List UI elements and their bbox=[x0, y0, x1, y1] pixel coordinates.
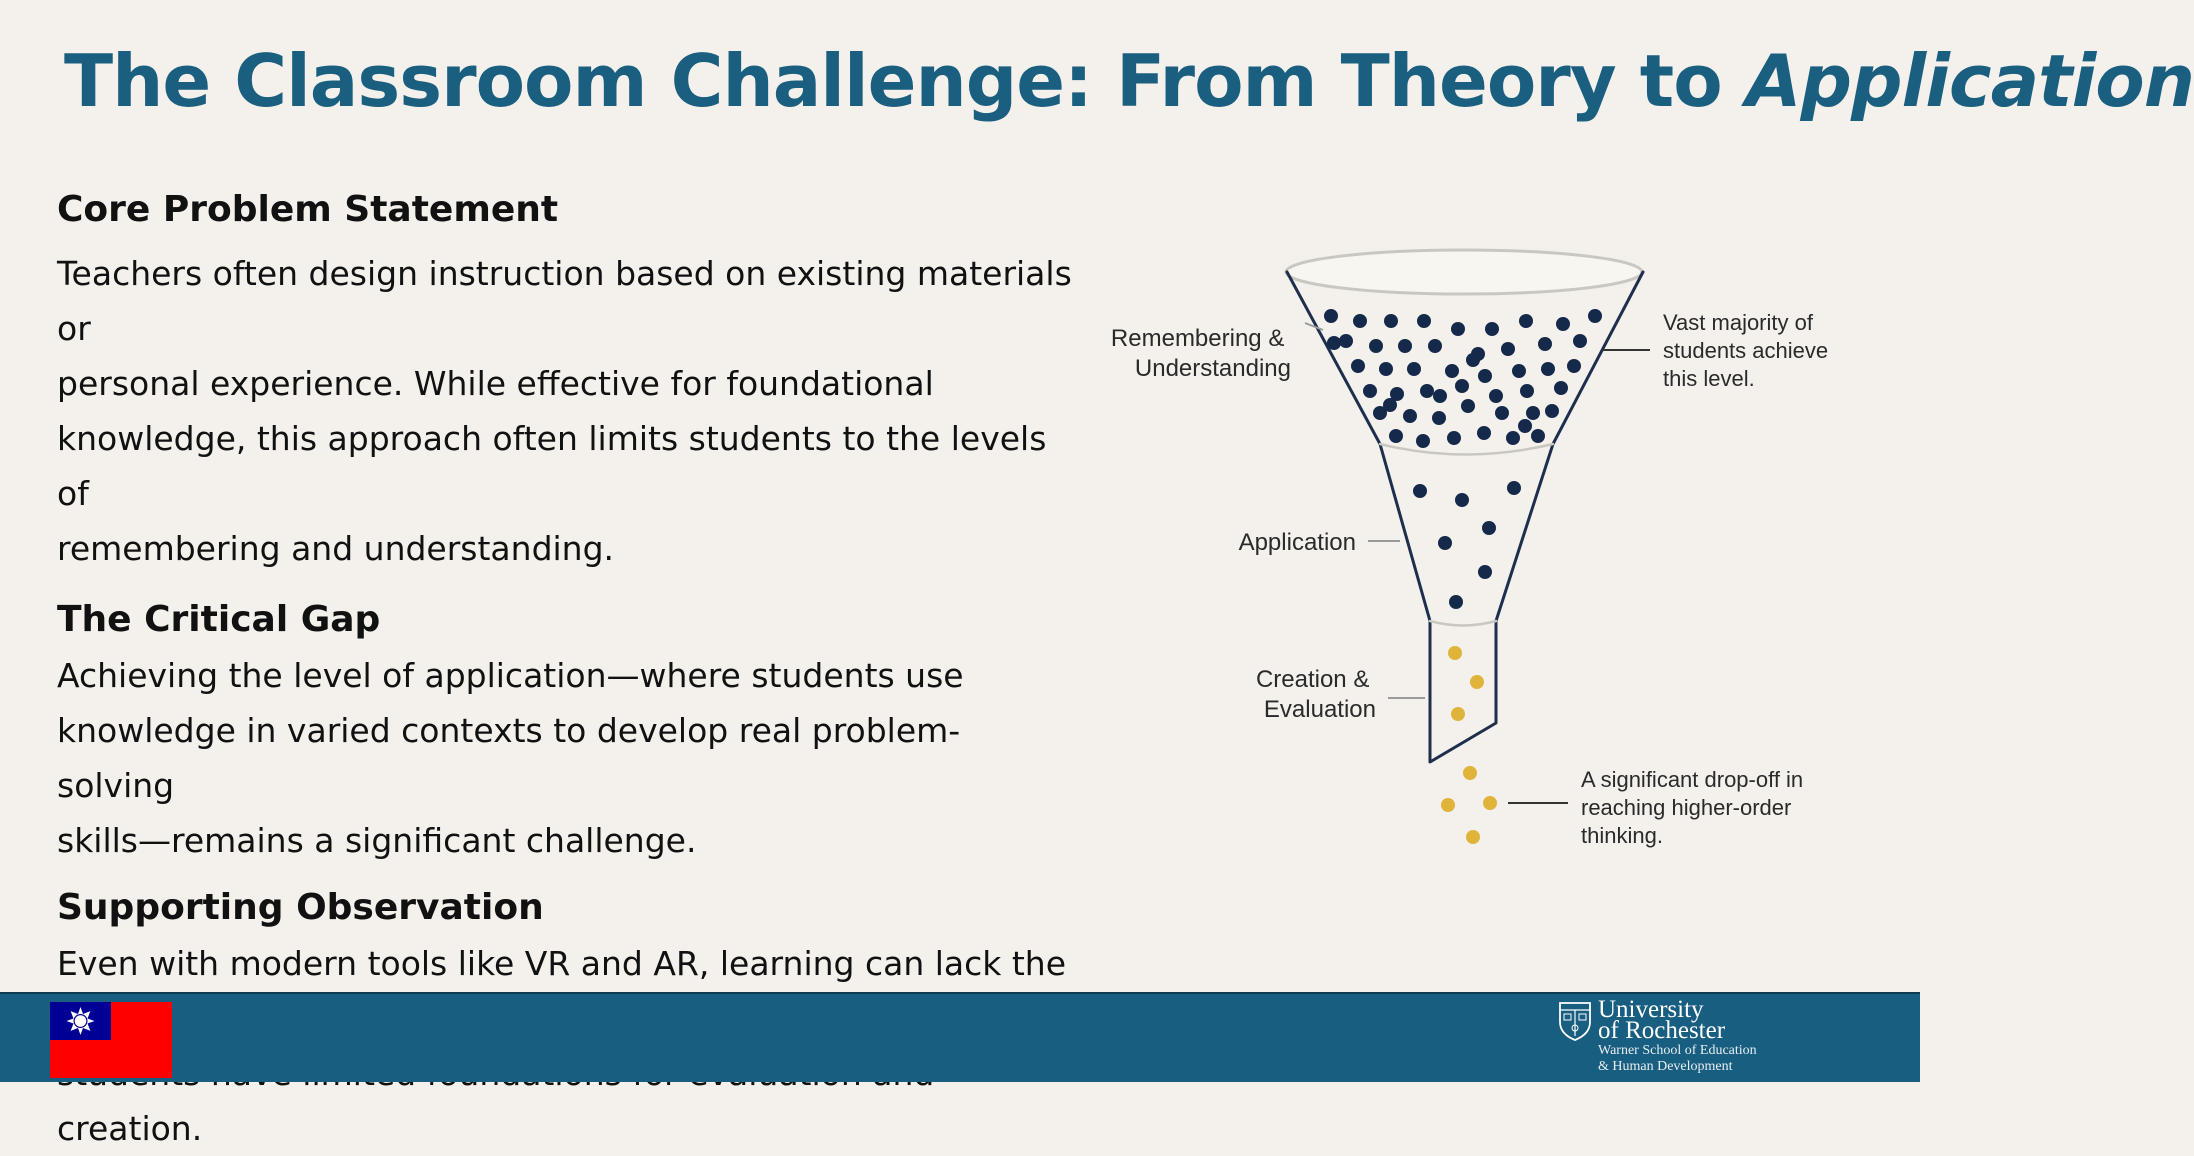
university-shield-icon bbox=[1558, 1000, 1592, 1042]
student-dot bbox=[1448, 646, 1462, 660]
student-dot bbox=[1432, 411, 1446, 425]
student-dot bbox=[1507, 481, 1521, 495]
supporting-observation-line: Even with modern tools like VR and AR, learning can lack the bbox=[57, 944, 1067, 983]
critical-gap-heading: The Critical Gap bbox=[57, 599, 381, 640]
student-dot bbox=[1482, 521, 1496, 535]
core-problem-line: personal experience. While effective for foundational bbox=[57, 364, 934, 403]
funnel-rim bbox=[1286, 250, 1642, 294]
student-dot bbox=[1470, 675, 1484, 689]
student-dot bbox=[1369, 339, 1383, 353]
student-dot bbox=[1383, 398, 1397, 412]
supporting-observation-heading: Supporting Observation bbox=[57, 887, 544, 928]
student-dot bbox=[1451, 322, 1465, 336]
funnel-svg bbox=[1080, 225, 1880, 875]
critical-gap-line: knowledge in varied contexts to develop real problem- solving bbox=[57, 711, 961, 805]
learning-funnel-diagram bbox=[1080, 225, 1880, 875]
student-dot bbox=[1478, 565, 1492, 579]
student-dot bbox=[1327, 336, 1341, 350]
note-dropoff bbox=[1581, 767, 1809, 848]
student-dot bbox=[1466, 830, 1480, 844]
student-dot bbox=[1416, 434, 1430, 448]
student-dot bbox=[1428, 339, 1442, 353]
student-dot bbox=[1588, 309, 1602, 323]
student-dot bbox=[1384, 314, 1398, 328]
student-dot bbox=[1520, 384, 1534, 398]
stage-label-creation bbox=[1256, 666, 1376, 723]
note-majority bbox=[1663, 310, 1834, 391]
student-dot bbox=[1501, 342, 1515, 356]
student-dot bbox=[1477, 426, 1491, 440]
slide-title-emphasis: Application bbox=[1745, 39, 2194, 123]
university-school bbox=[1598, 1043, 1818, 1075]
note-line-text: Vast majority of bbox=[1663, 310, 1813, 335]
funnel-band-upper bbox=[1380, 444, 1553, 455]
student-dot bbox=[1455, 493, 1469, 507]
student-dot bbox=[1541, 362, 1555, 376]
stage-label-line: Remembering & bbox=[1110, 325, 1285, 352]
student-dot bbox=[1466, 353, 1480, 367]
stage-label-line: Creation & bbox=[1255, 666, 1370, 693]
note-line-text: this level. bbox=[1663, 366, 1755, 391]
student-dot bbox=[1445, 364, 1459, 378]
student-dot bbox=[1495, 406, 1509, 420]
university-logo bbox=[1555, 997, 1815, 1079]
student-dot bbox=[1518, 419, 1532, 433]
critical-gap-line: Achieving the level of application—where students use bbox=[57, 656, 964, 695]
student-dot bbox=[1413, 484, 1427, 498]
student-dot bbox=[1538, 337, 1552, 351]
student-dot bbox=[1433, 389, 1447, 403]
student-dot bbox=[1389, 429, 1403, 443]
student-dot bbox=[1512, 364, 1526, 378]
student-dot bbox=[1506, 431, 1520, 445]
core-problem-heading: Core Problem Statement bbox=[57, 189, 559, 230]
stage-4-dots bbox=[1441, 766, 1497, 844]
student-dot bbox=[1483, 796, 1497, 810]
student-dot bbox=[1455, 379, 1469, 393]
university-school-line: Warner School of Education bbox=[1598, 1043, 1757, 1058]
student-dot bbox=[1489, 389, 1503, 403]
student-dot bbox=[1420, 384, 1434, 398]
student-dot bbox=[1451, 707, 1465, 721]
student-dot bbox=[1379, 362, 1393, 376]
stage-3-dots bbox=[1448, 646, 1484, 721]
student-dot bbox=[1554, 381, 1568, 395]
slide-title-main: The Classroom Challenge: From Theory to bbox=[64, 39, 1746, 123]
flag-sun bbox=[67, 1007, 95, 1035]
note-line-text: A significant drop-off in bbox=[1581, 767, 1804, 792]
note-line-text: thinking. bbox=[1581, 823, 1663, 848]
student-dot bbox=[1478, 369, 1492, 383]
core-problem-line: Teachers often design instruction based on existing materials or bbox=[57, 254, 1072, 348]
student-dot bbox=[1545, 404, 1559, 418]
student-dot bbox=[1463, 766, 1477, 780]
leader-lines bbox=[1305, 323, 1425, 698]
university-name-line: University bbox=[1598, 996, 1704, 1023]
taiwan-flag-icon bbox=[50, 1002, 172, 1078]
student-dot bbox=[1449, 595, 1463, 609]
student-dot bbox=[1531, 429, 1545, 443]
student-dot bbox=[1417, 314, 1431, 328]
stage-label-remembering bbox=[1111, 325, 1291, 382]
footer-bar bbox=[0, 992, 1920, 1082]
student-dot bbox=[1556, 317, 1570, 331]
note-line-text: reaching higher-order bbox=[1581, 795, 1792, 820]
student-dot bbox=[1403, 409, 1417, 423]
student-dot bbox=[1339, 334, 1353, 348]
student-dot bbox=[1526, 406, 1540, 420]
funnel-band-lower bbox=[1430, 621, 1496, 626]
stage-label-application bbox=[1239, 529, 1356, 556]
student-dot bbox=[1353, 314, 1367, 328]
student-dot bbox=[1441, 798, 1455, 812]
stage-label-line: Application bbox=[1238, 529, 1356, 556]
slide-title bbox=[64, 36, 2194, 126]
core-problem-line: remembering and understanding. bbox=[57, 529, 615, 568]
university-school-line: & Human Development bbox=[1598, 1059, 1733, 1074]
student-dot bbox=[1567, 359, 1581, 373]
student-dot bbox=[1438, 536, 1452, 550]
core-problem-line: knowledge, this approach often limits students to the levels of bbox=[57, 419, 1047, 513]
university-name bbox=[1598, 996, 1818, 1044]
note-line-text: students achieve bbox=[1663, 338, 1829, 363]
student-dot bbox=[1573, 334, 1587, 348]
student-dot bbox=[1398, 339, 1412, 353]
student-dot bbox=[1485, 322, 1499, 336]
student-dot bbox=[1324, 309, 1338, 323]
student-dot bbox=[1351, 359, 1365, 373]
stage-label-line: Evaluation bbox=[1263, 696, 1376, 723]
stage-label-line: Understanding bbox=[1134, 355, 1291, 382]
student-dot bbox=[1447, 431, 1461, 445]
student-dot bbox=[1461, 399, 1475, 413]
university-name-line: of Rochester bbox=[1598, 1017, 1726, 1044]
supporting-observation-line: creation. bbox=[57, 1109, 203, 1148]
student-dot bbox=[1519, 314, 1533, 328]
student-dot bbox=[1407, 362, 1421, 376]
critical-gap-line: skills—remains a significant challenge. bbox=[57, 821, 697, 860]
student-dot bbox=[1363, 384, 1377, 398]
